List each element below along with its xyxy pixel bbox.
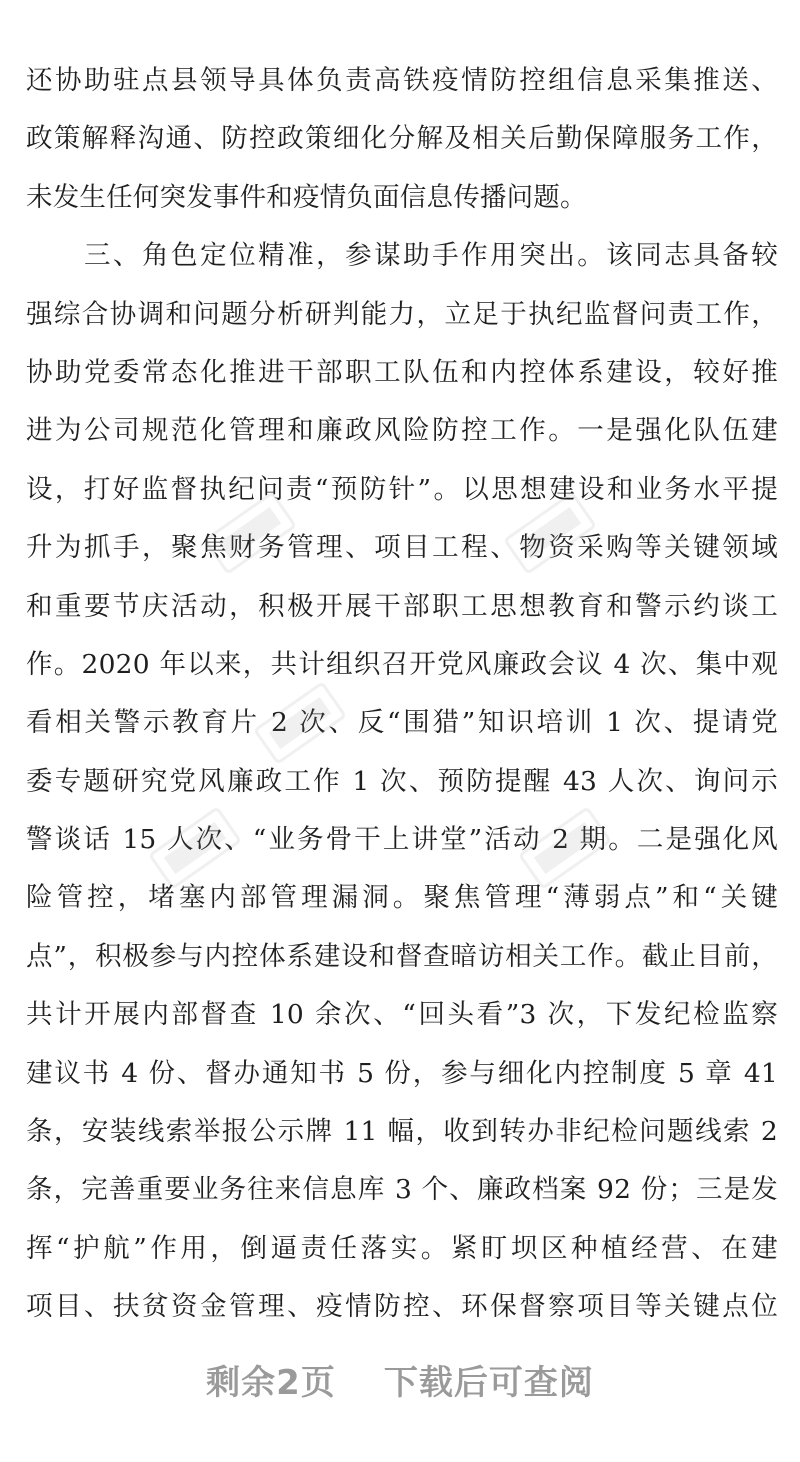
body-line: 设，打好监督执纪问责“预防针”。以思想建设和业务水平提 bbox=[26, 473, 778, 505]
body-line: 协助党委常态化推进干部职工队伍和内控体系建设，较好推 bbox=[26, 356, 778, 388]
body-line: 点”，积极参与内控体系建设和督查暗访相关工作。截止目前， bbox=[26, 940, 778, 972]
body-line: 看相关警示教育片 2 次、反“围猎”知识培训 1 次、提请党 bbox=[26, 707, 778, 739]
body-line: 建议书 4 份、督办通知书 5 份，参与细化内控制度 5 章 41 bbox=[26, 1057, 778, 1089]
body-line: 险管控，堵塞内部管理漏洞。聚焦管理“薄弱点”和“关键 bbox=[26, 882, 778, 914]
body-line: 条，完善重要业务往来信息库 3 个、廉政档案 92 份；三是发 bbox=[26, 1174, 778, 1206]
body-line: 委专题研究党风廉政工作 1 次、预防提醒 43 人次、询问示 bbox=[26, 765, 778, 797]
body-line: 未发生任何突发事件和疫情负面信息传播问题。 bbox=[26, 181, 587, 213]
body-line: 强综合协调和问题分析研判能力，立足于执纪监督问责工作， bbox=[26, 298, 778, 330]
body-line: 警谈话 15 人次、“业务骨干上讲堂”活动 2 期。二是强化风 bbox=[26, 824, 778, 856]
body-line: 政策解释沟通、防控政策细化分解及相关后勤保障服务工作， bbox=[26, 123, 778, 155]
body-line: 还协助驻点县领导具体负责高铁疫情防控组信息采集推送、 bbox=[26, 65, 778, 96]
body-line: 进为公司规范化管理和廉政风险防控工作。一是强化队伍建 bbox=[26, 415, 778, 447]
body-line: 升为抓手，聚焦财务管理、项目工程、物资采购等关键领域 bbox=[26, 532, 778, 564]
download-prompt[interactable] bbox=[0, 1355, 800, 1415]
download-hint-label[interactable]: 下载后可查阅 bbox=[383, 1363, 594, 1403]
remaining-pages-label[interactable]: 剩余2页 bbox=[206, 1363, 336, 1403]
body-line: 项目、扶贫资金管理、疫情防控、环保督察项目等关键点位 bbox=[26, 1291, 778, 1323]
body-line: 共计开展内部督查 10 余次、“回头看”3 次，下发纪检监察 bbox=[26, 999, 778, 1031]
body-line: 作。2020 年以来，共计组织召开党风廉政会议 4 次、集中观 bbox=[26, 648, 778, 680]
body-line: 和重要节庆活动，积极开展干部职工思想教育和警示约谈工 bbox=[26, 590, 778, 622]
document-body bbox=[26, 52, 778, 1337]
body-line: 条，安装线索举报公示牌 11 幅，收到转办非纪检问题线索 2 bbox=[26, 1116, 778, 1148]
body-line: 挥“护航”作用，倒逼责任落实。紧盯坝区种植经营、在建 bbox=[26, 1232, 778, 1264]
body-line: 三、角色定位精准，参谋助手作用突出。该同志具备较 bbox=[26, 240, 778, 272]
